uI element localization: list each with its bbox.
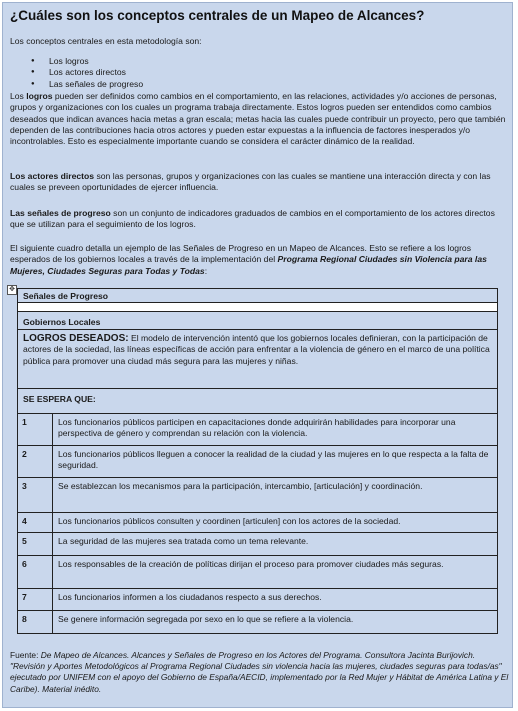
- row-number: 3: [18, 478, 53, 512]
- row-number: 1: [18, 414, 53, 445]
- table-row: [18, 478, 497, 513]
- table-row: [18, 533, 497, 556]
- list-item: ● Los logros: [31, 56, 143, 67]
- row-number: 6: [18, 556, 53, 588]
- row-number: 5: [18, 533, 53, 555]
- table-spacer: [18, 303, 497, 312]
- row-text: Los funcionarios públicos lleguen a conocer la realidad de la ciudad y las mujeres en lo que respecta a la falta de seguridad.: [58, 449, 489, 471]
- row-text: Los funcionarios públicos consulten y coordinen [articulen] con los actores de la sociedad.: [58, 516, 401, 526]
- page-title: ¿Cuáles son los conceptos centrales de un Mapeo de Alcances?: [10, 8, 425, 23]
- row-text: La seguridad de las mujeres sea tratada como un tema relevante.: [58, 536, 309, 546]
- table-row: [18, 556, 497, 589]
- row-text: Se genere información segregada por sexo en lo que se refiere a la violencia.: [58, 614, 354, 624]
- logros-deseados-cell: [18, 330, 497, 389]
- table-row: [18, 446, 497, 478]
- intro-text: Los conceptos centrales en esta metodología son:: [10, 36, 202, 46]
- concept-list: [31, 56, 143, 90]
- table-row: [18, 414, 497, 446]
- row-text: Los funcionarios públicos participen en capacitaciones donde adquirirán habilidades para incorporar una perspectiva de género y comprendan su relación con la violencia.: [58, 417, 456, 439]
- source-footnote: [10, 650, 510, 695]
- actores-term: Los actores directos: [10, 171, 95, 181]
- footnote-lead: Fuente:: [10, 650, 41, 660]
- cuadro-paragraph: El siguiente cuadro detalla un ejemplo de las Señales de Progreso en un Mapeo de Alcances. Esto se refiere a los logros esperados de los gobiernos locales a través de la implementación del Programa Regional Ciudades sin Violencia para las Mujeres, Ciudades Seguras para Todas y Todas:: [10, 243, 487, 276]
- table-row: [18, 589, 497, 611]
- row-number: 4: [18, 513, 53, 532]
- senales-paragraph: Las señales de progreso son un conjunto de indicadores graduados de cambios en el comportamiento de los actores directos que se utilizan para el seguimiento de los logros.: [10, 208, 495, 230]
- logros-label: LOGROS DESEADOS:: [23, 333, 129, 344]
- row-number: 7: [18, 589, 53, 610]
- row-text: Se establezcan los mecanismos para la participación, intercambio, [articulación] y coordinación.: [58, 481, 423, 491]
- list-item: ● Los actores directos: [31, 67, 143, 78]
- table-row: [18, 513, 497, 533]
- logros-text: El modelo de intervención intentó que los gobiernos locales definieran, con la participación de actores de la sociedad, las líneas específicas de acción para enfrentar a la violencia de género en el marco de una política pública para promover una ciudad más segura para las mujeres y niñas.: [23, 333, 490, 366]
- table-subheader: Gobiernos Locales: [18, 312, 497, 330]
- table-header: Señales de Progreso: [18, 289, 497, 303]
- senales-term: Las señales de progreso: [10, 208, 111, 218]
- se-espera-cell: SE ESPERA QUE:: [18, 389, 497, 414]
- row-number: 2: [18, 446, 53, 477]
- move-handle-icon[interactable]: ✥: [7, 285, 17, 295]
- logros-paragraph: Los logros pueden ser definidos como cambios en el comportamiento, en las relaciones, actividades y/o acciones de personas, grupos y organizaciones con los cuales un programa trabaja directamente. Estos logros pueden ser entendidos como cambios deseados que indican avances hacia metas a gran escala; metas hacia las cuales puede contribuir un proyecto, pero que también dependen de las contribuciones hacia otros actores y pueden estar expuestas a la influencia de factores inesperados y/o incontrolables. Esto es especialmente importante cuando se considera el carácter dinámico de la realidad.: [10, 91, 506, 147]
- program-name: Programa Regional Ciudades sin Violencia para las Mujeres, Ciudades Seguras para Todas y Todas: [10, 254, 487, 276]
- document-panel: [2, 2, 513, 708]
- logros-term: logros: [26, 91, 53, 101]
- progress-signals-table: [17, 288, 498, 634]
- actores-paragraph: Los actores directos son las personas, grupos y organizaciones con las cuales se mantiene una interacción directa y con las cuales se preveen oportunidades de ejercer influencia.: [10, 171, 491, 193]
- table-row: [18, 611, 497, 633]
- row-text: Los funcionarios informen a los ciudadanos respecto a sus derechos.: [58, 592, 322, 602]
- row-number: 8: [18, 611, 53, 633]
- row-text: Los responsables de la creación de políticas dirijan el proceso para promover ciudades más seguras.: [58, 559, 444, 569]
- footnote-text: De Mapeo de Alcances. Alcances y Señales de Progreso en los Actores del Programa. Consultora Jacinta Burijovich. "Revisión y Aportes Metodológicos al Programa Regional Ciudades sin violencia hacia las mujeres, ciudades seguras para todas/as" ejecutado por UNIFEM con el apoyo del Gobierno de España/AECID, implementado por la Red Mujer y Hábitat de América Latina y El Caribe). Material inédito.: [10, 650, 509, 694]
- list-item: ● Las señales de progreso: [31, 79, 143, 90]
